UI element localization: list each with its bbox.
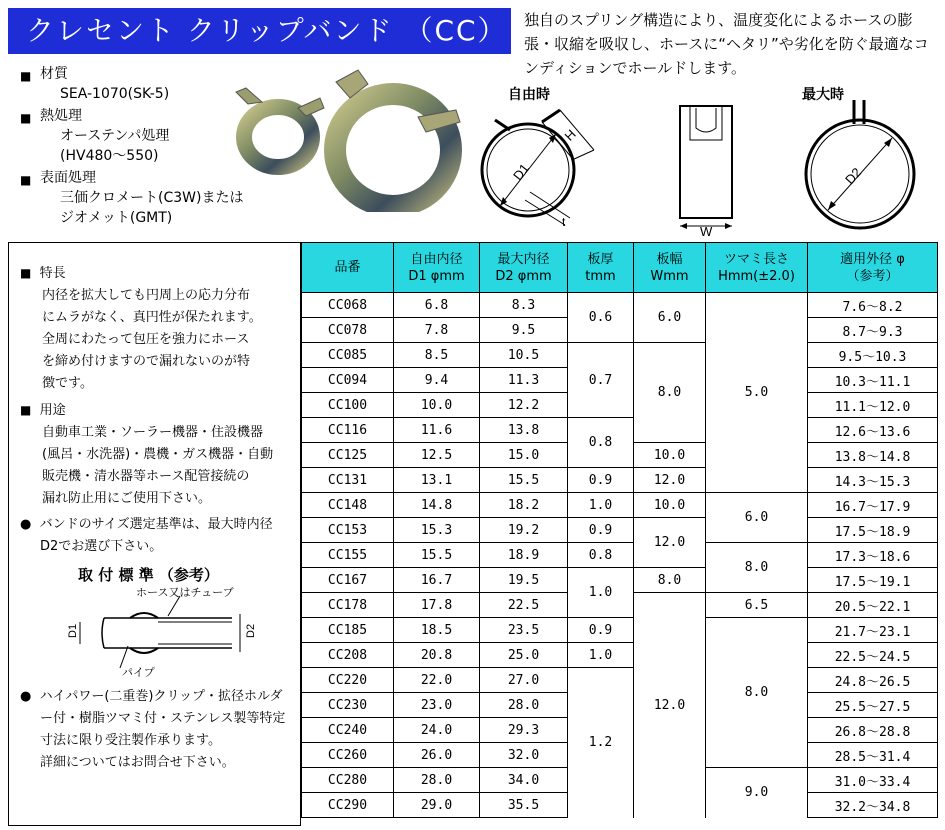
- thickness-cell: 1.0: [568, 643, 634, 668]
- circle-bullet-icon: ●: [20, 689, 32, 704]
- use-line: (風呂・水洗器)・農機・ガス機器・自動: [42, 447, 274, 462]
- feature-section: [20, 262, 300, 558]
- header-applicable-od: 適用外径 φ （参考）: [808, 243, 938, 293]
- applicable-od-cell: 8.7〜9.3: [808, 318, 938, 343]
- d1-cell: 22.0: [394, 668, 480, 693]
- table-row: [302, 518, 938, 543]
- install-standard-diagram: [60, 586, 260, 682]
- spec-block: [20, 64, 260, 228]
- d2-cell: 23.5: [480, 618, 568, 643]
- width-cell: 10.0: [634, 493, 706, 518]
- material-label: 材質: [40, 66, 68, 82]
- material-value: SEA-1070(SK-5): [60, 86, 170, 102]
- thickness-cell: 0.7: [568, 343, 634, 418]
- h-dim-label: H: [561, 126, 579, 144]
- thickness-cell: 0.8: [568, 543, 634, 568]
- feature-line: を締め付けますので漏れないのが特: [42, 354, 251, 369]
- applicable-od-cell: 17.3〜18.6: [808, 543, 938, 568]
- feature-line: 全周にわたって包圧を強力にホース: [42, 332, 250, 347]
- header-width: 板幅 Wmm: [634, 243, 706, 293]
- table-row: [302, 418, 938, 443]
- width-cell: 10.0: [634, 443, 706, 468]
- applicable-od-cell: 17.5〜18.9: [808, 518, 938, 543]
- d2-cell: 22.5: [480, 593, 568, 618]
- d1-cell: 14.8: [394, 493, 480, 518]
- applicable-od-cell: 7.6〜8.2: [808, 293, 938, 318]
- thickness-cell: 1.2: [568, 668, 634, 818]
- d1-cell: 23.0: [394, 693, 480, 718]
- table-row: [302, 643, 938, 668]
- d2-cell: 19.5: [480, 568, 568, 593]
- part-number-cell: CC148: [302, 493, 394, 518]
- d2-cell: 32.0: [480, 743, 568, 768]
- header-d1: 自由内径 D1 φmm: [394, 243, 480, 293]
- part-number-cell: CC125: [302, 443, 394, 468]
- square-bullet-icon: ■: [20, 403, 32, 417]
- d2-cell: 19.2: [480, 518, 568, 543]
- install-standard-title: 取 付 標 準 （参考）: [78, 566, 219, 584]
- d2-cell: 11.3: [480, 368, 568, 393]
- applicable-od-cell: 26.8〜28.8: [808, 718, 938, 743]
- surface-label: 表面処理: [40, 170, 96, 186]
- t-dim-label: t: [562, 215, 566, 229]
- d2-cell: 15.0: [480, 443, 568, 468]
- thickness-cell: 0.9: [568, 468, 634, 493]
- part-number-cell: CC167: [302, 568, 394, 593]
- d1-cell: 20.8: [394, 643, 480, 668]
- d2-cell: 10.5: [480, 343, 568, 368]
- d2-cell: 15.5: [480, 468, 568, 493]
- part-number-cell: CC220: [302, 668, 394, 693]
- table-row: [302, 493, 938, 518]
- spec-table: [301, 242, 938, 818]
- applicable-od-cell: 21.7〜23.1: [808, 618, 938, 643]
- d1-cell: 29.0: [394, 793, 480, 818]
- custom-order-line3: 寸法に限り受注製作承ります。: [40, 733, 221, 748]
- clip-dimension-diagram: [470, 100, 945, 238]
- applicable-od-cell: 24.8〜26.5: [808, 668, 938, 693]
- free-state-label: 自由時: [508, 87, 550, 103]
- circle-bullet-icon: ●: [20, 517, 32, 532]
- part-number-cell: CC100: [302, 393, 394, 418]
- custom-order-line2: ー付・樹脂ツマミ付・ステンレス製等特定: [40, 711, 286, 726]
- applicable-od-cell: 13.8〜14.8: [808, 443, 938, 468]
- applicable-od-cell: 31.0〜33.4: [808, 768, 938, 793]
- part-number-cell: CC094: [302, 368, 394, 393]
- header-tab-length: ツマミ長さ Hmm(±2.0): [706, 243, 808, 293]
- part-number-cell: CC068: [302, 293, 394, 318]
- d2-dim-label: D2: [842, 164, 865, 188]
- applicable-od-cell: 25.5〜27.5: [808, 693, 938, 718]
- thickness-cell: 0.8: [568, 418, 634, 468]
- applicable-od-cell: 17.5〜19.1: [808, 568, 938, 593]
- tab-length-cell: 8.0: [706, 618, 808, 768]
- d2-cell: 35.5: [480, 793, 568, 818]
- surface-value-alt: ジオメット(GMT): [60, 210, 173, 226]
- selection-note: バンドのサイズ選定基準は、最大時内径: [39, 517, 273, 532]
- d1-cell: 16.7: [394, 568, 480, 593]
- tab-length-cell: 6.0: [706, 493, 808, 543]
- thickness-cell: 0.6: [568, 293, 634, 343]
- feature-line: 徴です。: [42, 376, 93, 391]
- d2-cell: 12.2: [480, 393, 568, 418]
- header-thickness: 板厚 tmm: [568, 243, 634, 293]
- custom-order-line1: ハイパワー(二重巻)クリップ・拡径ホルダ: [39, 689, 283, 704]
- feature-text: [20, 285, 300, 395]
- selection-note-cont: D2でお選び下さい。: [40, 539, 163, 554]
- applicable-od-cell: 12.6〜13.6: [808, 418, 938, 443]
- tab-length-cell: 6.5: [706, 593, 808, 618]
- tab-length-cell: 5.0: [706, 293, 808, 493]
- feature-line: 内径を拡大しても円周上の応力分布: [42, 288, 251, 303]
- d2-cell: 25.0: [480, 643, 568, 668]
- applicable-od-cell: 11.1〜12.0: [808, 393, 938, 418]
- part-number-cell: CC153: [302, 518, 394, 543]
- applicable-od-cell: 9.5〜10.3: [808, 343, 938, 368]
- applicable-od-cell: 14.3〜15.3: [808, 468, 938, 493]
- pipe-label: パイプ: [122, 667, 155, 679]
- std-d2-label: D2: [245, 623, 257, 638]
- d1-cell: 28.0: [394, 768, 480, 793]
- d1-cell: 6.8: [394, 293, 480, 318]
- heat-value: オーステンパ処理: [60, 128, 170, 144]
- width-cell: 12.0: [634, 593, 706, 818]
- d1-cell: 12.5: [394, 443, 480, 468]
- square-bullet-icon: ■: [20, 69, 32, 83]
- applicable-od-cell: 28.5〜31.4: [808, 743, 938, 768]
- use-line: 自動車工業・ソーラー機器・住設機器: [42, 425, 264, 440]
- use-line: 漏れ防止用にご使用下さい。: [42, 491, 212, 506]
- part-number-cell: CC085: [302, 343, 394, 368]
- table-row: [302, 543, 938, 568]
- d1-cell: 24.0: [394, 718, 480, 743]
- header-d2: 最大内径 D2 φmm: [480, 243, 568, 293]
- d2-cell: 8.3: [480, 293, 568, 318]
- applicable-od-cell: 20.5〜22.1: [808, 593, 938, 618]
- part-number-cell: CC185: [302, 618, 394, 643]
- d1-cell: 15.5: [394, 543, 480, 568]
- heat-hardness: (HV480〜550): [60, 148, 159, 164]
- square-bullet-icon: ■: [20, 266, 32, 280]
- tab-length-cell: 8.0: [706, 543, 808, 593]
- d1-cell: 10.0: [394, 393, 480, 418]
- use-label: 用途: [39, 403, 66, 418]
- custom-order-note: [20, 686, 300, 774]
- part-number-cell: CC260: [302, 743, 394, 768]
- part-number-cell: CC230: [302, 693, 394, 718]
- applicable-od-cell: 32.2〜34.8: [808, 793, 938, 818]
- d1-cell: 7.8: [394, 318, 480, 343]
- max-state-label: 最大時: [802, 87, 844, 103]
- d2-cell: 28.0: [480, 693, 568, 718]
- thickness-cell: 0.9: [568, 518, 634, 543]
- part-number-cell: CC155: [302, 543, 394, 568]
- width-cell: 8.0: [634, 343, 706, 443]
- d1-cell: 26.0: [394, 743, 480, 768]
- header-part-no: 品番: [302, 243, 394, 293]
- d2-cell: 27.0: [480, 668, 568, 693]
- d2-cell: 9.5: [480, 318, 568, 343]
- width-cell: 12.0: [634, 468, 706, 493]
- std-d1-label: D1: [67, 623, 79, 638]
- feature-line: にムラがなく、真円性が保たれます。: [42, 310, 262, 325]
- table-row: [302, 618, 938, 643]
- width-cell: 6.0: [634, 293, 706, 343]
- part-number-cell: CC078: [302, 318, 394, 343]
- d1-cell: 11.6: [394, 418, 480, 443]
- heat-label: 熱処理: [40, 108, 82, 124]
- d1-dim-label: D1: [510, 160, 533, 184]
- d1-cell: 13.1: [394, 468, 480, 493]
- table-row: [302, 568, 938, 593]
- part-number-cell: CC290: [302, 793, 394, 818]
- d2-cell: 18.2: [480, 493, 568, 518]
- d1-cell: 18.5: [394, 618, 480, 643]
- table-row: [302, 343, 938, 368]
- part-number-cell: CC178: [302, 593, 394, 618]
- d2-cell: 13.8: [480, 418, 568, 443]
- square-bullet-icon: ■: [20, 111, 32, 125]
- square-bullet-icon: ■: [20, 173, 32, 187]
- thickness-cell: 1.0: [568, 493, 634, 518]
- use-line: 販売機・清水器等ホース配管接続の: [42, 469, 250, 484]
- hose-label: ホース又はチューブ: [136, 587, 234, 599]
- table-row: [302, 293, 938, 318]
- d1-cell: 17.8: [394, 593, 480, 618]
- d2-cell: 34.0: [480, 768, 568, 793]
- part-number-cell: CC240: [302, 718, 394, 743]
- use-text: [20, 422, 300, 510]
- tab-length-cell: 9.0: [706, 768, 808, 818]
- product-description: 独自のスプリング構造により、温度変化によるホースの膨張・収縮を吸収し、ホースに“ヘタリ”や劣化を防ぐ最適なコンディションでホールドします。: [524, 11, 929, 77]
- part-number-cell: CC116: [302, 418, 394, 443]
- width-cell: 12.0: [634, 518, 706, 568]
- width-cell: 8.0: [634, 568, 706, 593]
- part-number-cell: CC131: [302, 468, 394, 493]
- d1-cell: 8.5: [394, 343, 480, 368]
- thickness-cell: 1.0: [568, 568, 634, 618]
- d1-cell: 15.3: [394, 518, 480, 543]
- thickness-cell: 0.9: [568, 618, 634, 643]
- custom-order-line4: 詳細についてはお問合せ下さい。: [40, 755, 235, 770]
- feature-label: 特長: [39, 266, 66, 281]
- part-number-cell: CC280: [302, 768, 394, 793]
- clip-band-photo: [228, 62, 468, 212]
- d2-cell: 29.3: [480, 718, 568, 743]
- applicable-od-cell: 16.7〜17.9: [808, 493, 938, 518]
- table-row: [302, 668, 938, 693]
- d1-cell: 9.4: [394, 368, 480, 393]
- d2-cell: 18.9: [480, 543, 568, 568]
- surface-value: 三価クロメート(C3W)または: [60, 190, 244, 206]
- applicable-od-cell: 22.5〜24.5: [808, 643, 938, 668]
- part-number-cell: CC208: [302, 643, 394, 668]
- table-row: [302, 468, 938, 493]
- page-title: クレセント クリップバンド （CC）: [8, 8, 511, 54]
- w-dim-label: W: [700, 224, 713, 238]
- applicable-od-cell: 10.3〜11.1: [808, 368, 938, 393]
